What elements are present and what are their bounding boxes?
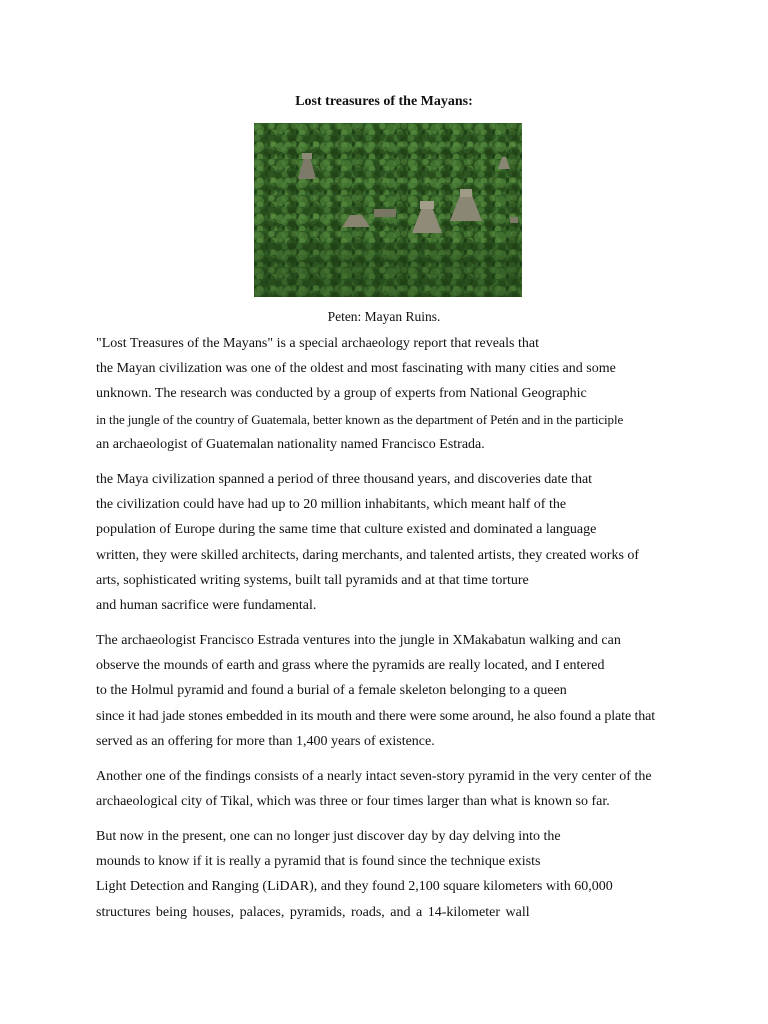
text-line: observe the mounds of earth and grass where the pyramids are really located, and I entered bbox=[96, 658, 605, 674]
text-line: since it had jade stones embedded in its mouth and there were some around, he also found a plate that bbox=[96, 708, 656, 724]
text-line: to the Holmul pyramid and found a burial of a female skeleton belonging to a queen bbox=[96, 683, 567, 699]
paragraph-3 bbox=[96, 628, 700, 754]
text-line: unknown. The research was conducted by a group of experts from National Geographic bbox=[96, 386, 587, 402]
text-line: The archaeologist Francisco Estrada ventures into the jungle in XMakabatun walking and can bbox=[96, 633, 621, 648]
text-line: written, they were skilled architects, daring merchants, and talented artists, they created works of bbox=[96, 547, 640, 563]
figure-caption: Peten: Mayan Ruins. bbox=[327, 309, 441, 324]
text-line: structures being houses, palaces, pyramids, roads, and a 14-kilometer wall bbox=[96, 904, 530, 920]
text-line: arts, sophisticated writing systems, built tall pyramids and at that time torture bbox=[96, 572, 529, 588]
document-title: Lost treasures of the Mayans: bbox=[295, 94, 473, 109]
text-line: Light Detection and Ranging (LiDAR), and they found 2,100 square kilometers with 60,000 bbox=[96, 879, 613, 895]
text-line: the civilization could have had up to 20 million inhabitants, which meant half of the bbox=[96, 497, 567, 513]
paragraph-1 bbox=[96, 331, 700, 457]
text-line: served as an offering for more than 1,400 years of existence. bbox=[96, 733, 435, 749]
text-line: "Lost Treasures of the Mayans" is a special archaeology report that reveals that bbox=[96, 336, 539, 351]
text-line: the Maya civilization spanned a period of three thousand years, and discoveries date that bbox=[96, 472, 593, 487]
text-line: in the jungle of the country of Guatemala, better known as the department of Petén and in the participle bbox=[96, 411, 624, 427]
text-line: archaeological city of Tikal, which was three or four times larger than what is known so far. bbox=[96, 794, 610, 810]
text-line: But now in the present, one can no longer just discover day by day delving into the bbox=[96, 829, 561, 844]
paragraph-4 bbox=[96, 764, 700, 814]
paragraph-5 bbox=[96, 824, 700, 925]
text-line: mounds to know if it is really a pyramid that is found since the technique exists bbox=[96, 854, 541, 870]
mayan-ruins-photo bbox=[254, 123, 522, 297]
text-line: population of Europe during the same time that culture existed and dominated a language bbox=[96, 522, 597, 538]
text-line: an archaeologist of Guatemalan nationality named Francisco Estrada. bbox=[96, 436, 485, 452]
text-line: and human sacrifice were fundamental. bbox=[96, 597, 317, 613]
text-line: the Mayan civilization was one of the oldest and most fascinating with many cities and some bbox=[96, 361, 616, 377]
text-line: Another one of the findings consists of a nearly intact seven-story pyramid in the very center of the bbox=[96, 769, 652, 784]
paragraph-2 bbox=[96, 467, 700, 618]
